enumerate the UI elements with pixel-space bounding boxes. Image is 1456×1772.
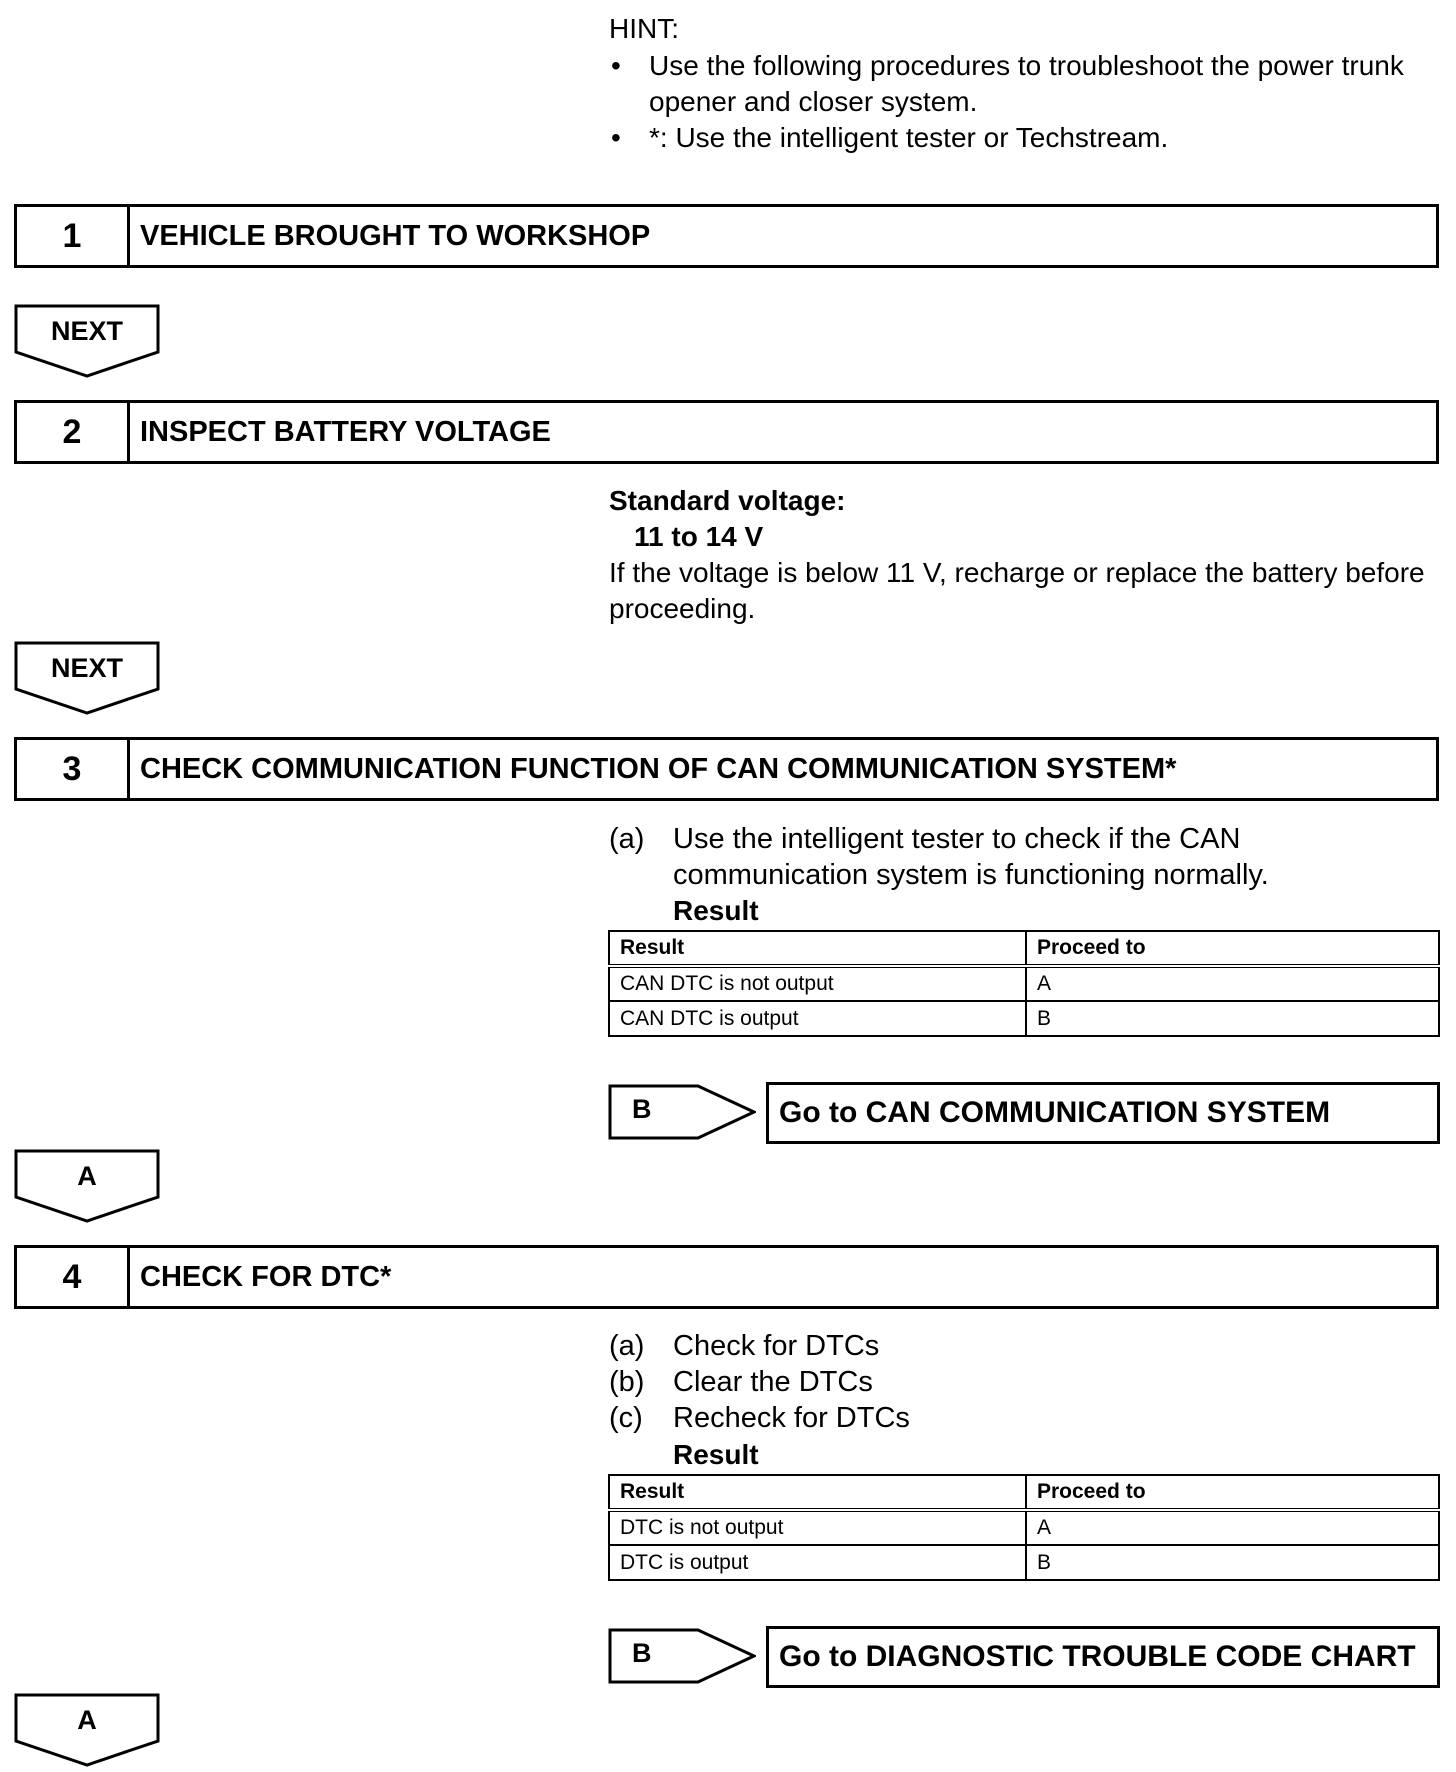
item-label: (a) <box>609 823 645 855</box>
right-arrow-icon <box>608 1628 756 1684</box>
table-row <box>609 966 1439 1001</box>
step-number: 4 <box>17 1248 130 1306</box>
next-label: NEXT <box>50 653 123 683</box>
item-text: Recheck for DTCs <box>673 1402 910 1434</box>
standard-voltage-value: 11 to 14 V <box>634 521 764 552</box>
step-4-result-table <box>608 1474 1440 1581</box>
table-row <box>609 1001 1439 1036</box>
table-cell: A <box>1026 1510 1439 1545</box>
step-number: 1 <box>17 207 130 265</box>
a-arrow-2 <box>14 1693 160 1767</box>
voltage-note: If the voltage is below 11 V, recharge or replace the battery before proceeding. <box>609 557 1425 624</box>
branch-label: B <box>632 1094 652 1124</box>
table-header: Result <box>609 1475 1026 1510</box>
table-cell: CAN DTC is output <box>609 1001 1026 1036</box>
item-label: (b) <box>609 1366 645 1398</box>
table-cell: A <box>1026 966 1439 1001</box>
table-header: Proceed to <box>1026 931 1439 966</box>
step-number: 2 <box>17 403 130 461</box>
a-arrow-1 <box>14 1149 160 1223</box>
right-arrow-icon <box>608 1084 756 1140</box>
table-cell: DTC is output <box>609 1545 1026 1580</box>
step-2-box <box>14 400 1439 464</box>
step-4-item-b <box>609 1364 1433 1400</box>
hint-bullet: • Use the following procedures to troubleshoot the power trunk opener and closer system. <box>609 48 1429 120</box>
item-text: Use the intelligent tester to check if the CAN communication system is functioning normally. <box>673 823 1269 891</box>
table-cell: B <box>1026 1545 1439 1580</box>
branch-label: A <box>77 1705 97 1735</box>
table-header-row <box>609 1475 1439 1510</box>
step-title: INSPECT BATTERY VOLTAGE <box>140 415 551 448</box>
branch-b-arrow <box>608 1628 756 1684</box>
table-header-row <box>609 931 1439 966</box>
goto-can-system[interactable]: Go to CAN COMMUNICATION SYSTEM <box>766 1082 1440 1144</box>
table-header: Result <box>609 931 1026 966</box>
table-cell: DTC is not output <box>609 1510 1026 1545</box>
branch-label: B <box>632 1638 652 1668</box>
step-3-result-table <box>608 930 1440 1037</box>
next-arrow-2 <box>14 641 160 715</box>
step-number: 3 <box>17 740 130 798</box>
step-4-item-a <box>609 1328 1433 1364</box>
step-3-item-a <box>609 821 1433 893</box>
hint-bullet: • *: Use the intelligent tester or Techstream. <box>609 120 1429 156</box>
goto-dtc-chart[interactable]: Go to DIAGNOSTIC TROUBLE CODE CHART <box>766 1626 1440 1688</box>
table-cell: B <box>1026 1001 1439 1036</box>
step-title: CHECK FOR DTC* <box>140 1260 392 1293</box>
table-row <box>609 1545 1439 1580</box>
step-4-item-c <box>609 1400 1433 1436</box>
step-1-box <box>14 204 1439 268</box>
standard-voltage-label: Standard voltage: <box>609 485 846 516</box>
step-title: VEHICLE BROUGHT TO WORKSHOP <box>140 219 651 252</box>
hint-list <box>609 48 1429 156</box>
result-title: Result <box>673 1439 759 1470</box>
next-label: NEXT <box>50 316 123 346</box>
item-text: Check for DTCs <box>673 1330 880 1362</box>
table-header: Proceed to <box>1026 1475 1439 1510</box>
branch-label: A <box>77 1161 97 1191</box>
result-title: Result <box>673 895 759 926</box>
hint-title: HINT: <box>609 13 679 44</box>
item-label: (c) <box>609 1402 643 1434</box>
next-arrow-1 <box>14 304 160 378</box>
branch-b-arrow <box>608 1084 756 1140</box>
step-4-box <box>14 1245 1439 1309</box>
item-label: (a) <box>609 1330 645 1362</box>
table-row <box>609 1510 1439 1545</box>
step-3-box <box>14 737 1439 801</box>
item-text: Clear the DTCs <box>673 1366 873 1398</box>
step-title: CHECK COMMUNICATION FUNCTION OF CAN COMMUNICATION SYSTEM* <box>140 752 1177 785</box>
table-cell: CAN DTC is not output <box>609 966 1026 1001</box>
